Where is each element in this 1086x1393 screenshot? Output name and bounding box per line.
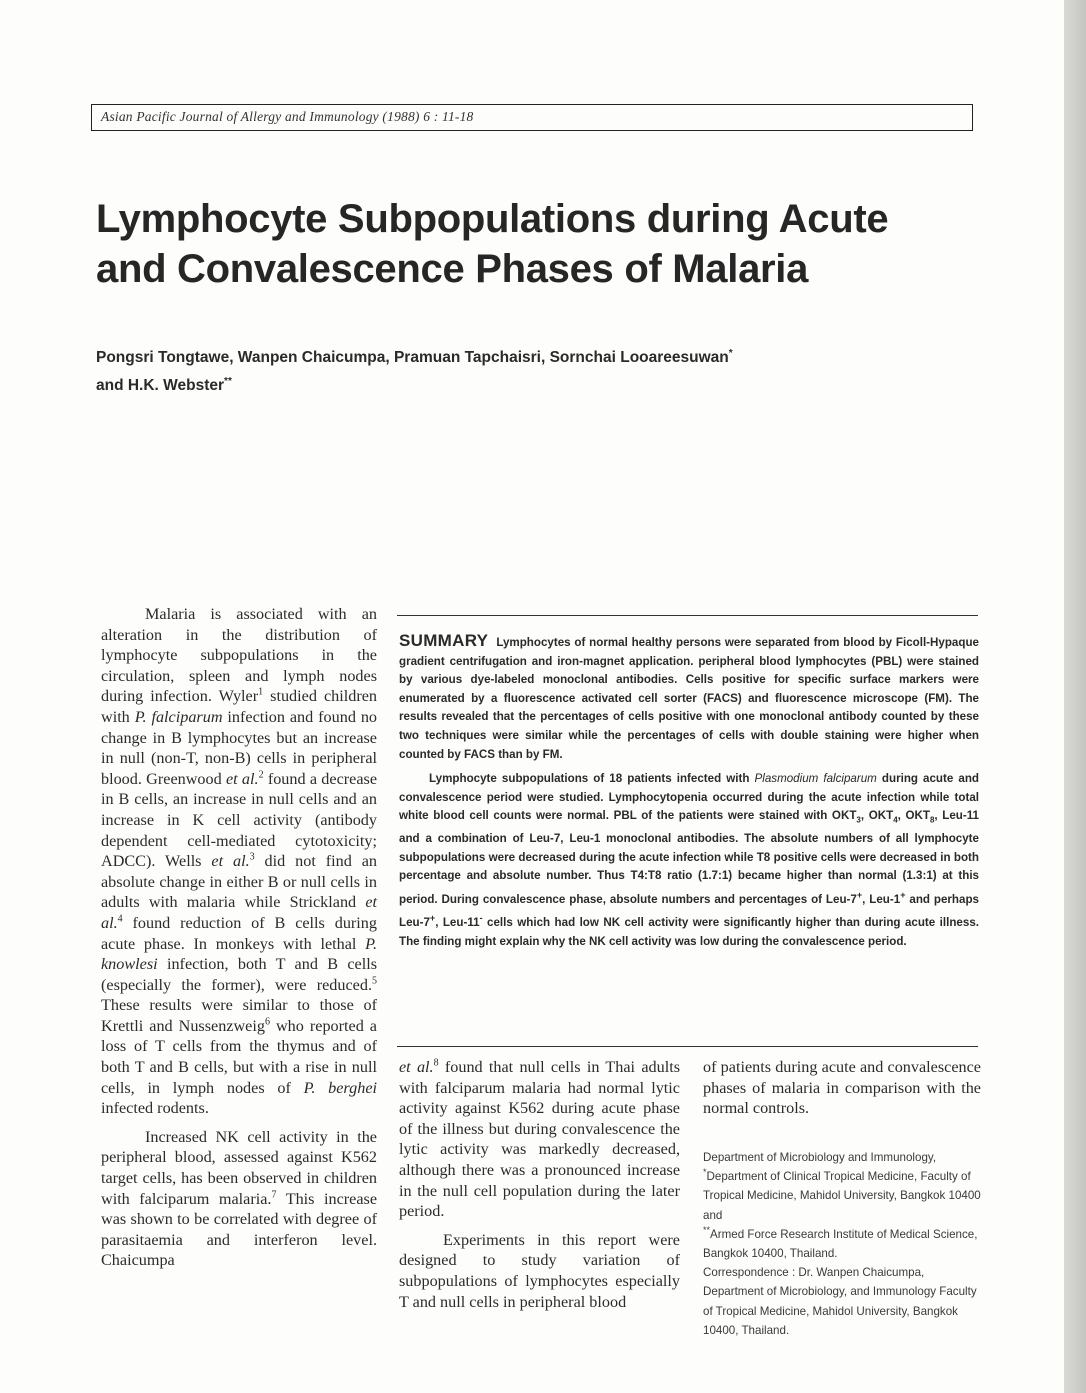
reference-mark: 1 xyxy=(258,686,264,698)
reference-mark: 5 xyxy=(372,975,377,987)
journal-citation-box xyxy=(91,104,973,131)
superscript: + xyxy=(900,890,906,901)
journal-citation: Asian Pacific Journal of Allergy and Immunology (1988) 6 : 11-18 xyxy=(101,109,474,124)
species-name: P. falciparum xyxy=(134,707,223,726)
species-name: P. berghei xyxy=(303,1078,378,1097)
text: , Leu-1 xyxy=(862,892,901,906)
affiliation-mark: ** xyxy=(703,1224,711,1235)
article-title xyxy=(96,194,996,294)
affiliation-mark: * xyxy=(728,348,733,359)
author-list xyxy=(96,342,956,398)
species-name: Plasmodium falciparum xyxy=(754,772,877,786)
correspondence: Correspondence : Dr. Wanpen Chaicumpa, Department of Microbiology, and Immunology Faculty of Tropical Medicine, Mahidol University, Bangkok 10400, Thailand. xyxy=(703,1266,977,1337)
text: during acute and convalescence period were studied. Lymphocytopenia occurred during the acute infection while total white blood cell counts were normal. PBL of the patients were stained with OKT xyxy=(399,772,980,823)
summary-paragraph-2 xyxy=(399,770,979,951)
affiliations-footnote xyxy=(703,1148,983,1340)
text: , OKT xyxy=(860,809,894,823)
superscript: + xyxy=(856,890,863,901)
body-column-2 xyxy=(399,1057,680,1312)
reference-mark: 3 xyxy=(249,851,255,863)
text: cells which had low NK cell activity were significantly higher than during acute illness. The finding might explain why the NK cell activity was low during the convalescence period. xyxy=(399,916,979,948)
text: Department of Clinical Tropical Medicine, Faculty of Tropical Medicine, Mahidol University, Bangkok 10400 and xyxy=(703,1170,981,1222)
text: Malaria is associated with an alteration in the distribution of lymphocyte subpopulations in the circulation, spleen and lymph nodes during infection. Wyler xyxy=(101,605,377,706)
title-line-2: and Convalescence Phases of Malaria xyxy=(96,247,809,291)
text: Armed Force Research Institute of Medical Science, Bangkok 10400, Thailand. xyxy=(703,1227,978,1261)
et-al: et al. xyxy=(211,852,250,871)
affiliation-3 xyxy=(703,1225,983,1263)
et-al: et al. xyxy=(399,1058,434,1076)
text: did not find an absolute change in either B or null cells in adults with malaria while Strickland xyxy=(101,852,377,912)
superscript: - xyxy=(479,913,483,924)
intro-paragraph-1 xyxy=(101,604,377,1119)
body-column-1 xyxy=(101,604,377,1271)
text: studied children with xyxy=(101,687,377,726)
text: infected rodents. xyxy=(101,1099,209,1118)
text: This increase was shown to be correlated with degree of parasitaemia and interferon level. Chaicumpa xyxy=(101,1189,377,1270)
et-al: et al. xyxy=(225,769,259,788)
text: , Leu-11 and a combination of Leu-7, Leu-1 monoclonal antibodies. The absolute numbers of all lymphocyte subpopulations were decreased during the acute infection while T8 positive cells were decreased in both percentage and absolute number. Thus T4:T8 ratio (1.7:1) became higher than normal (1.3:1) at this period. During convalescence phase, absolute numbers and percentages of Leu-7 xyxy=(399,809,979,906)
summary-bottom-rule xyxy=(397,1046,978,1047)
page-edge-shadow xyxy=(1064,0,1086,1393)
reference-mark: 4 xyxy=(117,913,123,925)
reference-mark: 8 xyxy=(433,1057,439,1069)
paragraph-continued xyxy=(399,1057,680,1222)
text: found a decrease in B cells, an increase in null cells and an increase in K cell activity (antibody dependent cell-mediated cytotoxicity; ADCC). Wells xyxy=(101,769,378,871)
subscript: 8 xyxy=(929,815,935,825)
summary-top-rule xyxy=(397,615,978,616)
text: Lymphocyte subpopulations of 18 patients infected with xyxy=(429,772,755,786)
authors-line-1: Pongsri Tongtawe, Wanpen Chaicumpa, Pramuan Tapchaisri, Sornchai Looareesuwan xyxy=(96,349,729,367)
reference-mark: 2 xyxy=(258,769,264,781)
et-al: et al. xyxy=(101,893,377,932)
body-column-3 xyxy=(703,1057,981,1119)
superscript: + xyxy=(429,913,436,924)
species-name: P. knowlesi xyxy=(101,934,377,974)
paragraph-continued: of patients during acute and convalescence phases of malaria in comparison with the normal controls. xyxy=(703,1058,981,1118)
affiliation-mark: ** xyxy=(224,376,232,388)
text: These results were similar to those of Krettli and Nussenzweig xyxy=(101,996,377,1035)
title-line-1: Lymphocyte Subpopulations during Acute xyxy=(96,197,889,241)
text: infection, both T and B cells (especially the former), were reduced. xyxy=(101,955,377,994)
text: , OKT xyxy=(897,809,930,823)
summary-abstract xyxy=(399,632,979,952)
text: found reduction of B cells during acute phase. In monkeys with lethal xyxy=(101,913,377,953)
text: who reported a loss of T cells from the thymus and of both T and B cells, but with a rise in null cells, in lymph nodes of xyxy=(101,1016,377,1097)
text: and perhaps Leu-7 xyxy=(399,892,979,930)
text: infection and found no change in B lymphocytes but an increase in null (non-T, non-B) cells in peripheral blood. Greenwood xyxy=(101,707,378,788)
subscript: 4 xyxy=(893,815,898,825)
reference-mark: 7 xyxy=(271,1189,277,1201)
text: found that null cells in Thai adults with falciparum malaria had normal lytic activity against K562 during acute phase of the illness but during convalescence the lytic activity was markedly decreased, although there was a pronounced increase in the null cell population during the later period. xyxy=(399,1058,680,1221)
intro-paragraph-2 xyxy=(101,1127,377,1271)
text: Lymphocytes of normal healthy persons were separated from blood by Ficoll-Hypaque gradient centrifugation and iron-magnet application. peripheral blood lymphocytes (PBL) were stained by various dye-labeled monoclonal antibodies. Cells positive for specific surface markers were enumerated by a fluorescence activated cell sorter (FACS) and fluorescence microscope (FM). The results revealed that the percentages of cells positive with one monoclonal antibody counted by these two techniques were similar while the percentages of cells with double staining were higher when counted by FACS than by FM. xyxy=(399,636,979,761)
summary-paragraph-1 xyxy=(399,632,979,764)
text: , Leu-11 xyxy=(435,916,480,930)
paragraph-experiments: Experiments in this report were designed to study variation of subpopulations of lymphocytes especially T and null cells in peripheral blood xyxy=(399,1230,680,1311)
authors-line-2: and H.K. Webster xyxy=(96,377,225,395)
subscript: 3 xyxy=(856,815,861,825)
affiliation-mark: * xyxy=(703,1167,707,1178)
text: Increased NK cell activity in the peripheral blood, assessed against K562 target cells, has been observed in children with falciparum malaria. xyxy=(101,1127,377,1208)
affiliation-1: Department of Microbiology and Immunology, xyxy=(703,1151,937,1164)
summary-label: SUMMARY xyxy=(399,631,489,650)
affiliation-2 xyxy=(703,1167,983,1225)
reference-mark: 6 xyxy=(264,1016,270,1028)
